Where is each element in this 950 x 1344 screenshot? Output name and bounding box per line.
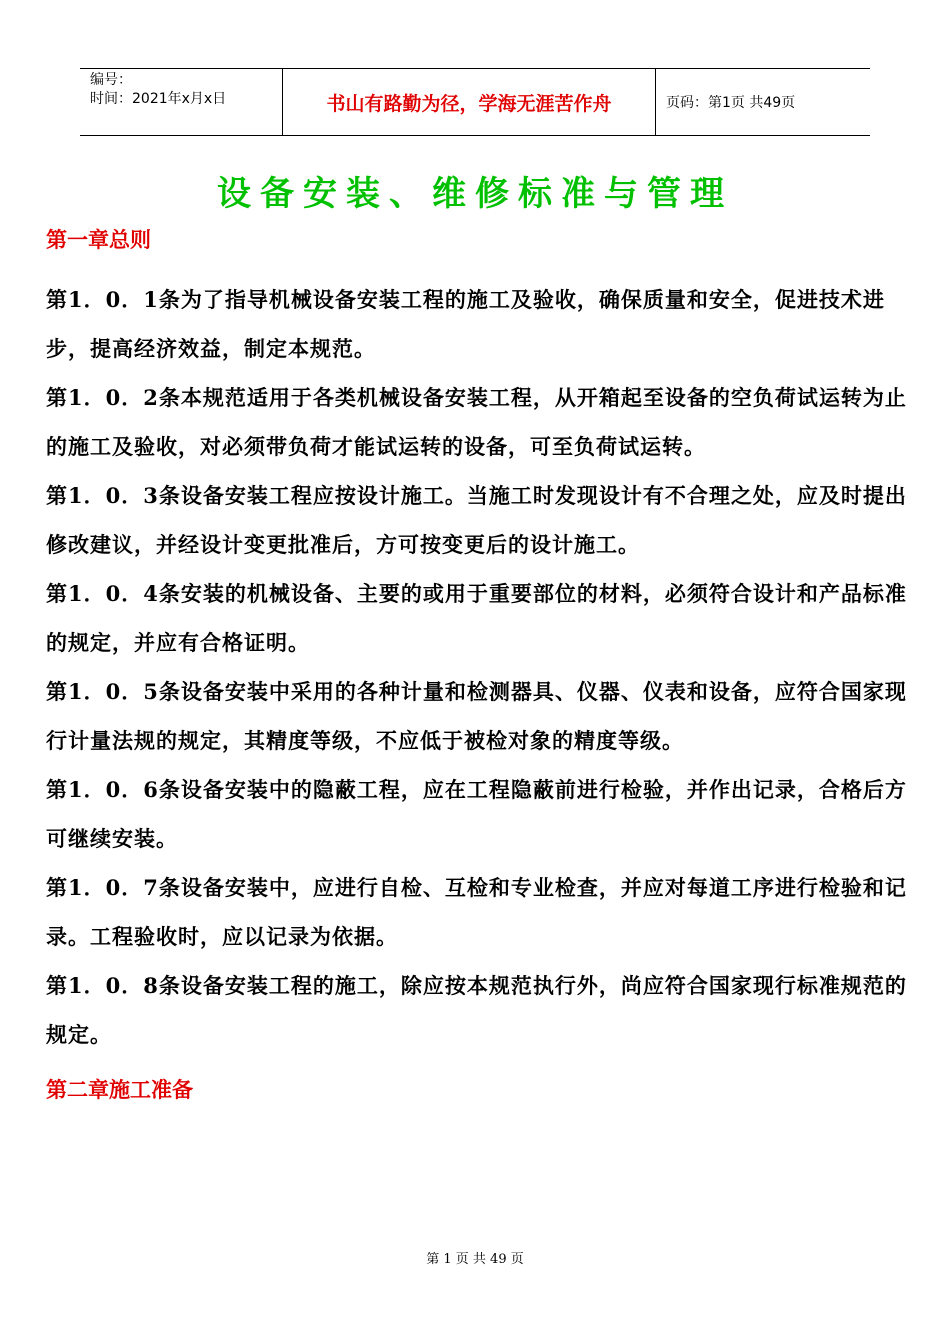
document-body bbox=[46, 225, 912, 1125]
header-motto: 书山有路勤为径，学海无涯苦作舟 bbox=[282, 69, 656, 135]
article-1-0-3: 第1．0．3条设备安装工程应按设计施工。当施工时发现设计有不合理之处，应及时提出修改建议，并经设计变更批准后，方可按变更后的设计施工。 bbox=[46, 483, 907, 557]
chapter-2-heading: 第二章施工准备 bbox=[46, 1077, 193, 1102]
article-1-0-2: 第1．0．2条本规范适用于各类机械设备安装工程，从开箱起至设备的空负荷试运转为止的施工及验收，对必须带负荷才能试运转的设备，可至负荷试运转。 bbox=[46, 385, 907, 459]
page-footer: 第 1 页 共 49 页 bbox=[426, 1252, 524, 1267]
number-label: 编号： bbox=[90, 72, 132, 88]
article-1-0-1: 第1．0．1条为了指导机械设备安装工程的施工及验收，确保质量和安全，促进技术进步，提高经济效益，制定本规范。 bbox=[46, 287, 885, 361]
article-1-0-6: 第1．0．6条设备安装中的隐蔽工程，应在工程隐蔽前进行检验，并作出记录，合格后方可继续安装。 bbox=[46, 777, 907, 851]
article-1-0-8: 第1．0．8条设备安装工程的施工，除应按本规范执行外，尚应符合国家现行标准规范的规定。 bbox=[46, 973, 907, 1047]
document-title: 设备安装、维修标准与管理 bbox=[217, 174, 733, 214]
article-1-0-4: 第1．0．4条安装的机械设备、主要的或用于重要部位的材料，必须符合设计和产品标准的规定，并应有合格证明。 bbox=[46, 581, 907, 655]
article-1-0-5: 第1．0．5条设备安装中采用的各种计量和检测器具、仪器、仪表和设备，应符合国家现行计量法规的规定，其精度等级，不应低于被检对象的精度等级。 bbox=[46, 679, 907, 753]
header-page-info: 页码：第1页 共49页 bbox=[666, 95, 796, 111]
header-table bbox=[80, 68, 870, 136]
chapter-1-heading: 第一章总则 bbox=[46, 227, 151, 252]
time-label: 时间：2021年x月x日 bbox=[90, 91, 227, 107]
header-meta bbox=[80, 69, 282, 135]
article-1-0-7: 第1．0．7条设备安装中，应进行自检、互检和专业检查，并应对每道工序进行检验和记录。工程验收时，应以记录为依据。 bbox=[46, 875, 907, 949]
